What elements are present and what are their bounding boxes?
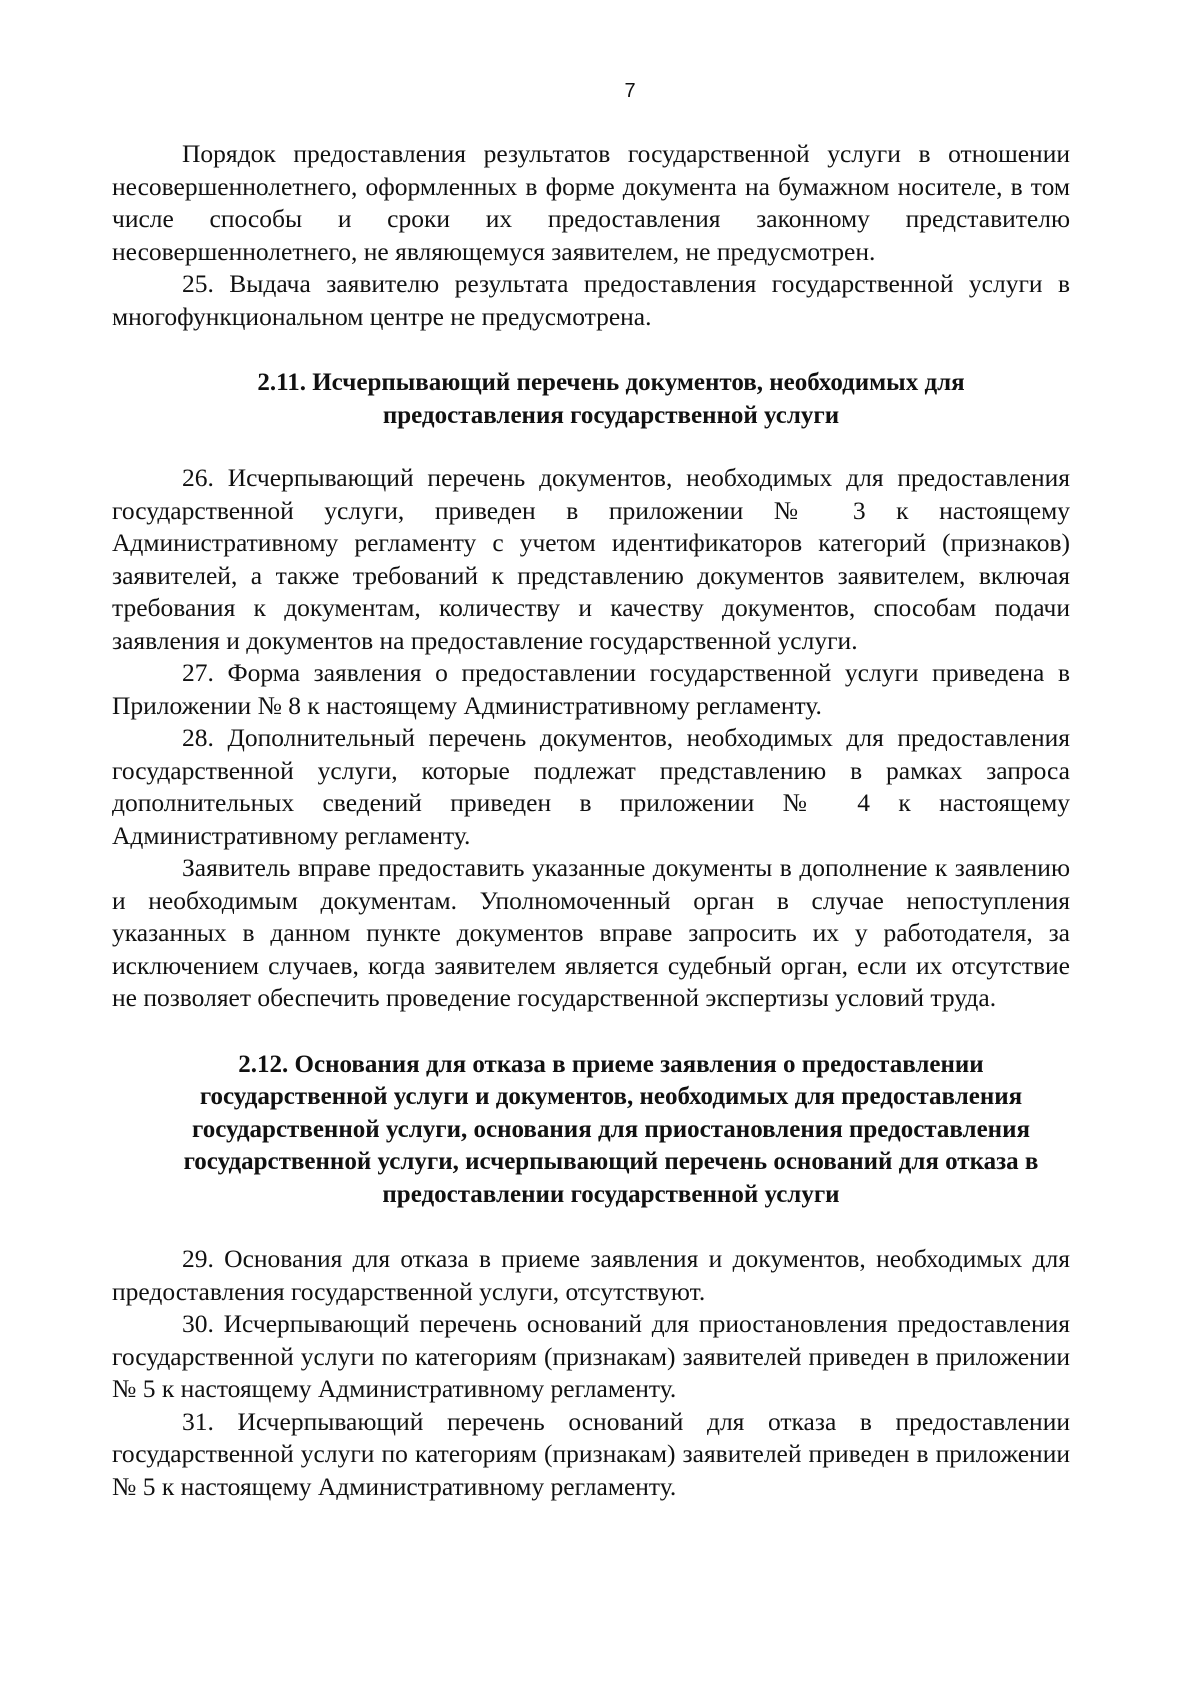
paragraph-31: 31. Исчерпывающий перечень оснований для отказа в предоставлении государственной услуги по категориям (признакам) заявителей приведен в приложении № 5 к настоящему Административному регламенту. [112,1406,1070,1501]
section-heading-2-11 [112,367,1070,432]
paragraph-minor-results: Порядок предоставления результатов государственной услуги в отношении несовершеннолетнего, оформленных в форме документа на бумажном носителе, в том числе способы и сроки их предоставления законному представителю несовершеннолетнего, не являющемуся заявителем, не предусмотрен. [112,139,1070,266]
heading-line: 2.12. Основания для отказа в приеме заявления о предоставлении [238,1050,984,1078]
heading-line: предоставлении государственной услуги [382,1180,840,1208]
paragraph-27: 27. Форма заявления о предоставлении государственной услуги приведена в Приложении № 8 к настоящему Административному регламенту. [112,658,1070,720]
page-number: 7 [624,80,636,102]
heading-line: 2.11. Исчерпывающий перечень документов, необходимых для [257,369,965,396]
heading-line: предоставления государственной услуги [382,401,840,429]
paragraph-applicant-right: Заявитель вправе предоставить указанные документы в дополнение к заявлению и необходимым документам. Уполномоченный орган в случае непоступления указанных в данном пункте документов вправе запросить их у работодателя, за исключением случаев, когда заявителем является судебный орган, если их отсутствие не позволяет обеспечить проведение государственной экспертизы условий труда. [112,853,1070,1012]
heading-line: государственной услуги, исчерпывающий перечень оснований для отказа в [183,1148,1039,1175]
paragraph-28: 28. Дополнительный перечень документов, необходимых для предоставления государственной услуги, которые подлежат представлению в рамках запроса дополнительных сведений приведен в приложении № 4 к настоящему Административному регламенту. [112,723,1070,850]
paragraph-30: 30. Исчерпывающий перечень оснований для приостановления предоставления государственной услуги по категориям (признакам) заявителей приведен в приложении № 5 к настоящему Административному регламенту. [112,1309,1070,1403]
paragraph-26: 26. Исчерпывающий перечень документов, необходимых для предоставления государственной услуги, приведен в приложении № 3 к настоящему Административному регламенту с учетом идентификаторов категорий (признаков) заявителей, а также требований к представлению документов заявителем, включая требования к документам, количеству и качеству документов, способам подачи заявления и документов на предоставление государственной услуги. [112,463,1070,655]
section-heading-2-12 [112,1049,1070,1212]
paragraph-25: 25. Выдача заявителю результата предоставления государственной услуги в многофункциональном центре не предусмотрена. [112,269,1070,331]
document-body [112,138,1070,1503]
paragraph-29: 29. Основания для отказа в приеме заявления и документов, необходимых для предоставления государственной услуги, отсутствуют. [112,1244,1070,1306]
heading-line: государственной услуги, основания для приостановления предоставления [191,1115,1030,1143]
heading-line: государственной услуги и документов, необходимых для предоставления [199,1083,1023,1110]
